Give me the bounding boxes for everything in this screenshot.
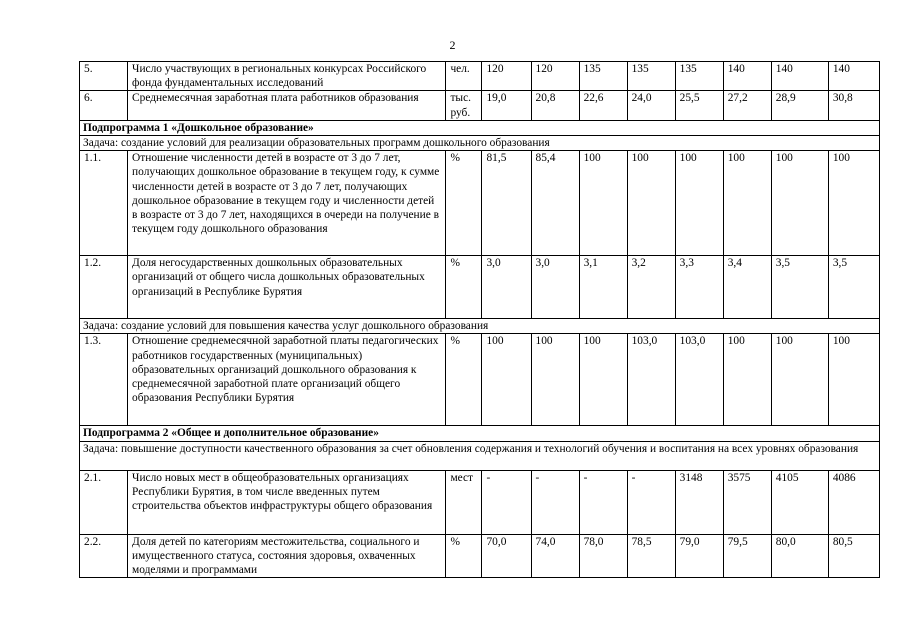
task-text: Задача: создание условий для повышения качества услуг дошкольного образования [80,319,880,334]
value-cell: 24,0 [627,91,675,120]
value-cell: 19,0 [482,91,531,120]
value-cell: 80,0 [771,534,828,578]
value-cell: 3,0 [482,256,531,319]
table-row [80,534,880,578]
indicator-name: Доля детей по категориям местожительства, социального и имущественного статуса, состояния здоровья, охваченных моделями и программами [128,534,446,578]
unit-cell: мест [446,470,482,534]
task-row [80,319,880,334]
indicator-name: Число участвующих в региональных конкурсах Российского фонда фундаментальных исследований [128,62,446,91]
value-cell: 3,0 [531,256,579,319]
unit-cell: % [446,534,482,578]
value-cell: 103,0 [675,334,723,426]
value-cell: 100 [771,151,828,256]
value-cell: 100 [828,151,879,256]
subprogram-row [80,120,880,135]
value-cell: 103,0 [627,334,675,426]
value-cell: 100 [828,334,879,426]
table-row [80,256,880,319]
value-cell: 120 [531,62,579,91]
value-cell: 3,2 [627,256,675,319]
value-cell: 3,5 [771,256,828,319]
value-cell: 3148 [675,470,723,534]
value-cell: 85,4 [531,151,579,256]
value-cell: 100 [771,334,828,426]
table-row [80,62,880,91]
task-text: Задача: повышение доступности качественного образования за счет обновления содержания и технологий обучения и воспитания на всех уровнях образования [80,441,880,470]
row-number: 1.3. [80,334,128,426]
value-cell: 140 [828,62,879,91]
value-cell: 22,6 [579,91,627,120]
table-row [80,470,880,534]
table-row [80,91,880,120]
row-number: 2.1. [80,470,128,534]
indicator-name: Отношение среднемесячной заработной платы педагогических работников государственных (муниципальных) образовательных организаций дошкольного образования к среднемесячной заработной плате организаций общего образования Республики Бурятия [128,334,446,426]
unit-cell: % [446,334,482,426]
value-cell: 100 [723,334,771,426]
indicator-name: Доля негосударственных дошкольных образовательных организаций от общего числа дошкольных образовательных организаций в Республике Бурятия [128,256,446,319]
row-number: 6. [80,91,128,120]
value-cell: 20,8 [531,91,579,120]
subprogram-title: Подпрограмма 1 «Дошкольное образование» [80,120,880,135]
value-cell: 100 [579,151,627,256]
row-number: 2.2. [80,534,128,578]
value-cell: - [482,470,531,534]
value-cell: 78,5 [627,534,675,578]
value-cell: 3,4 [723,256,771,319]
task-row [80,136,880,151]
value-cell: - [531,470,579,534]
subprogram-title: Подпрограмма 2 «Общее и дополнительное образование» [80,426,880,441]
value-cell: 135 [675,62,723,91]
indicator-name: Отношение численности детей в возрасте от 3 до 7 лет, получающих дошкольное образование в текущем году, к сумме численности детей в возрасте от 3 до 7 лет, получающих дошкольное образование в текущем году и численности детей в возрасте от 3 до 7 лет, находящихся в очереди на получение в текущем году дошкольного образования [128,151,446,256]
value-cell: - [579,470,627,534]
value-cell: 140 [723,62,771,91]
value-cell: 100 [675,151,723,256]
row-number: 1.2. [80,256,128,319]
value-cell: 140 [771,62,828,91]
value-cell: 3,3 [675,256,723,319]
page-number: 2 [449,38,456,52]
value-cell: 4105 [771,470,828,534]
table-row [80,334,880,426]
unit-cell: тыс. руб. [446,91,482,120]
value-cell: 120 [482,62,531,91]
value-cell: 4086 [828,470,879,534]
value-cell: 135 [627,62,675,91]
indicator-name: Число новых мест в общеобразовательных организациях Республики Бурятия, в том числе введенных путем строительства объектов инфраструктуры общего образования [128,470,446,534]
value-cell: 70,0 [482,534,531,578]
value-cell: 80,5 [828,534,879,578]
value-cell: 100 [579,334,627,426]
unit-cell: % [446,151,482,256]
value-cell: 81,5 [482,151,531,256]
value-cell: 27,2 [723,91,771,120]
task-text: Задача: создание условий для реализации образовательных программ дошкольного образования [80,136,880,151]
row-number: 1.1. [80,151,128,256]
subprogram-row [80,426,880,441]
value-cell: 79,5 [723,534,771,578]
value-cell: 3,1 [579,256,627,319]
value-cell: 25,5 [675,91,723,120]
value-cell: 100 [482,334,531,426]
value-cell: 3,5 [828,256,879,319]
value-cell: 79,0 [675,534,723,578]
value-cell: 100 [531,334,579,426]
value-cell: 30,8 [828,91,879,120]
task-row [80,441,880,470]
value-cell: 100 [723,151,771,256]
indicators-table [79,61,880,578]
unit-cell: % [446,256,482,319]
value-cell: 78,0 [579,534,627,578]
table-row [80,151,880,256]
indicator-name: Среднемесячная заработная плата работников образования [128,91,446,120]
value-cell: 74,0 [531,534,579,578]
value-cell: - [627,470,675,534]
row-number: 5. [80,62,128,91]
value-cell: 3575 [723,470,771,534]
value-cell: 28,9 [771,91,828,120]
value-cell: 135 [579,62,627,91]
value-cell: 100 [627,151,675,256]
unit-cell: чел. [446,62,482,91]
